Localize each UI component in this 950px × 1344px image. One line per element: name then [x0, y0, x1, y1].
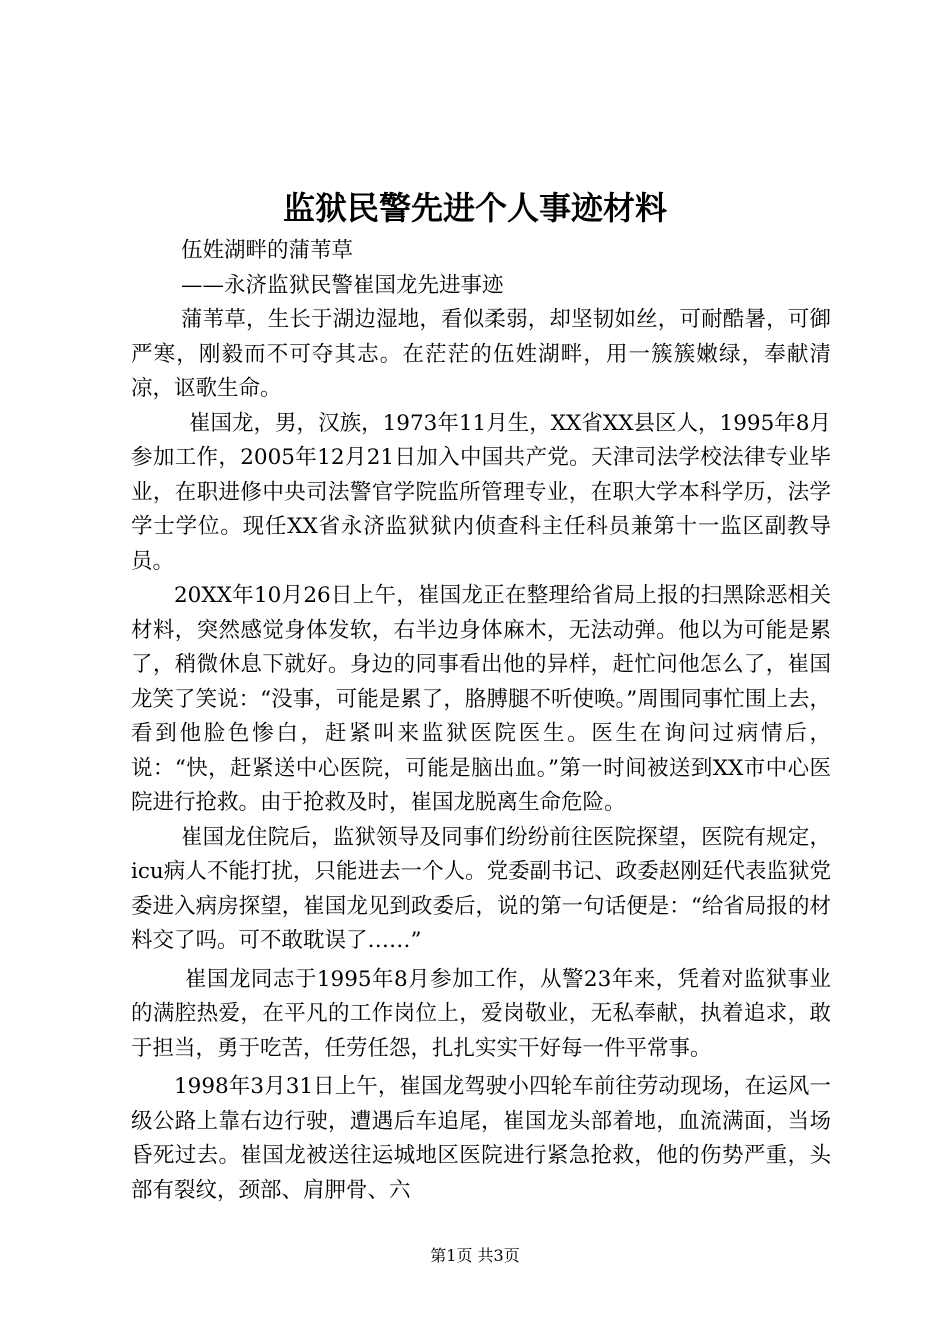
document-body	[131, 234, 831, 1208]
paragraph: 1998年3月31日上午，崔国龙驾驶小四轮车前往劳动现场，在运风一级公路上靠右边行驶，遭遇后车追尾，崔国龙头部着地，血流满面，当场昏死过去。崔国龙被送往运城地区医院进行紧急抢救，他的伤势严重，头部有裂纹，颈部、肩胛骨、六	[131, 1074, 831, 1203]
paragraph: 崔国龙住院后，监狱领导及同事们纷纷前往医院探望，医院有规定，icu病人不能打扰，只能进去一个人。党委副书记、政委赵刚廷代表监狱党委进入病房探望，崔国龙见到政委后，说的第一句话便是：“给省局报的材料交了吗。可不敢耽误了……”	[131, 824, 831, 953]
subtitle: 伍姓湖畔的蒲苇草	[181, 238, 354, 263]
paragraph: 蒲苇草，生长于湖边湿地，看似柔弱，却坚韧如丝，可耐酷暑，可御严寒，刚毅而不可夺其志。在茫茫的伍姓湖畔，用一簇簇嫩绿，奉献清凉，讴歌生命。	[131, 307, 831, 401]
paragraph: 崔国龙，男，汉族，1973年11月生，XX省XX县区人，1995年8月参加工作，2005年12月21日加入中国共产党。天津司法学校法律专业毕业，在职进修中央司法警官学院监所管理专业，在职大学本科学历，法学学士学位。现任XX省永济监狱狱内侦查科主任科员兼第十一监区副教导员。	[131, 410, 831, 574]
document-title: 监狱民警先进个人事迹材料	[282, 189, 667, 227]
paragraph: 崔国龙同志于1995年8月参加工作，从警23年来，凭着对监狱事业的满腔热爱，在平凡的工作岗位上，爱岗敬业，无私奉献，执着追求，敢于担当，勇于吃苦，任劳任怨，扎扎实实干好每一件平常事。	[131, 966, 831, 1061]
page-footer: 第1页 共3页	[430, 1246, 520, 1265]
paragraph: 20XX年10月26日上午，崔国龙正在整理给省局上报的扫黑除恶相关材料，突然感觉身体发软，右半边身体麻木，无法动弹。他以为可能是累了，稍微休息下就好。身边的同事看出他的异样，赶忙问他怎么了，崔国龙笑了笑说：“没事，可能是累了，胳膊腿不听使唤。”周围同事忙围上去，看到他脸色惨白，赶紧叫来监狱医院医生。医生在询问过病情后，说：“快，赶紧送中心医院，可能是脑出血。”第一时间被送到XX市中心医院进行抢救。由于抢救及时，崔国龙脱离生命危险。	[131, 583, 831, 815]
byline: ——永济监狱民警崔国龙先进事迹	[181, 272, 504, 298]
